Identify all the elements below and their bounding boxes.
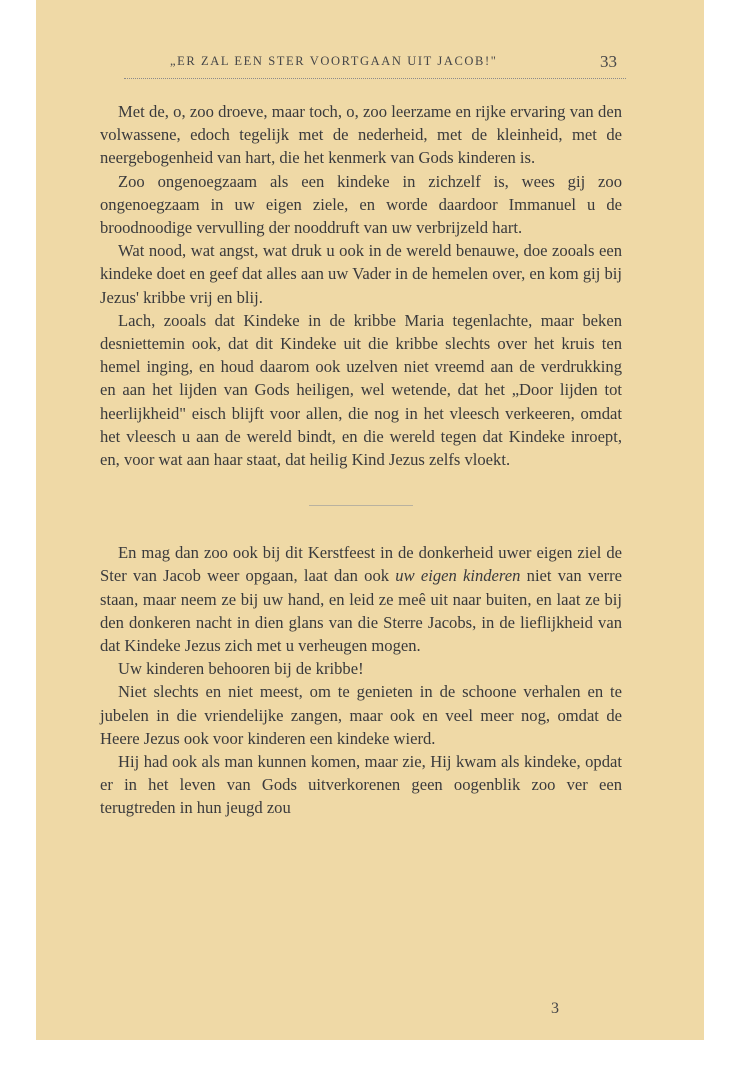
paragraph: Zoo ongenoegzaam als een kindeke in zichzelf is, wees gij zoo ongenoegzaam in uw eigen ziele, en worde daardoor Immanuel u de broodnoodige vervulling der nooddruft van uw verbrijzeld hart. <box>100 171 622 238</box>
running-title: „ER ZAL EEN STER VOORTGAAN UIT JACOB!" <box>170 54 498 68</box>
paragraph: Hij had ook als man kunnen komen, maar zie, Hij kwam als kindeke, opdat er in het leven van Gods uitverkorenen geen oogenblik zoo ver een terugtreden in hun jeugd zou <box>100 752 622 818</box>
page-header <box>36 54 704 78</box>
paragraph: Lach, zooals dat Kindeke in de kribbe Maria tegenlachte, maar beken desniettemin ook, dat dit Kindeke uit die kribbe slechts over het kruis ten hemel inging, en houd daarom ook uzelven niet vreemd aan de verdrukking en aan het lijden van Gods heiligen, wel wetende, dat het „Door lijden tot heerlijkheid" eisch blijft voor allen, die nog in het vleesch verkeeren, omdat het vleesch u aan de wereld bindt, en die wereld tegen dat Kindeke inroept, en, voor wat aan haar staat, dat heilig Kind Jezus zelfs vloekt. <box>100 310 622 470</box>
paragraph: Niet slechts en niet meest, om te genieten in de schoone verhalen en te jubelen in die vriendelijke zangen, maar ook en veel meer nog, omdat de Heere Jezus ook voor kinderen een kindeke wierd. <box>100 682 622 748</box>
signature-mark: 3 <box>551 1000 559 1017</box>
paragraph-text: En mag dan zoo ook bij dit Kerstfeest in de donkerheid uwer eigen ziel de Ster van Jacob weer opgaan, laat dan ook <box>100 543 622 586</box>
header-rule <box>124 78 626 79</box>
paragraph-text: niet van verre staan, maar neem ze bij uw hand, en leid ze meê uit naar buiten, en laat ze bij den donkeren nacht in dien glans van die Sterre Jacobs, in de lieflijkheid van dat Kindeke Jezus zich met u verheugen mogen. <box>100 566 622 656</box>
emphasis-text: uw eigen kinderen <box>395 566 521 586</box>
paragraph: Met de, o, zoo droeve, maar toch, o, zoo leerzame en rijke ervaring van den volwassene, edoch tegelijk met de nederheid, met de kleinheid, met de neergebogenheid van hart, die het kenmerk van Gods kinderen is. <box>100 102 622 168</box>
body-text <box>100 100 622 820</box>
section-separator <box>309 505 413 506</box>
paragraph: Uw kinderen behooren bij de kribbe! <box>118 659 364 679</box>
paragraph: Wat nood, wat angst, wat druk u ook in de wereld benauwe, doe zooals een kindeke doet en geef dat alles aan uw Vader in de hemelen over, en kom gij bij Jezus' kribbe vrij en blij. <box>100 241 623 307</box>
paragraph <box>100 541 622 657</box>
book-page <box>36 0 704 1040</box>
page-number: 33 <box>600 52 617 71</box>
